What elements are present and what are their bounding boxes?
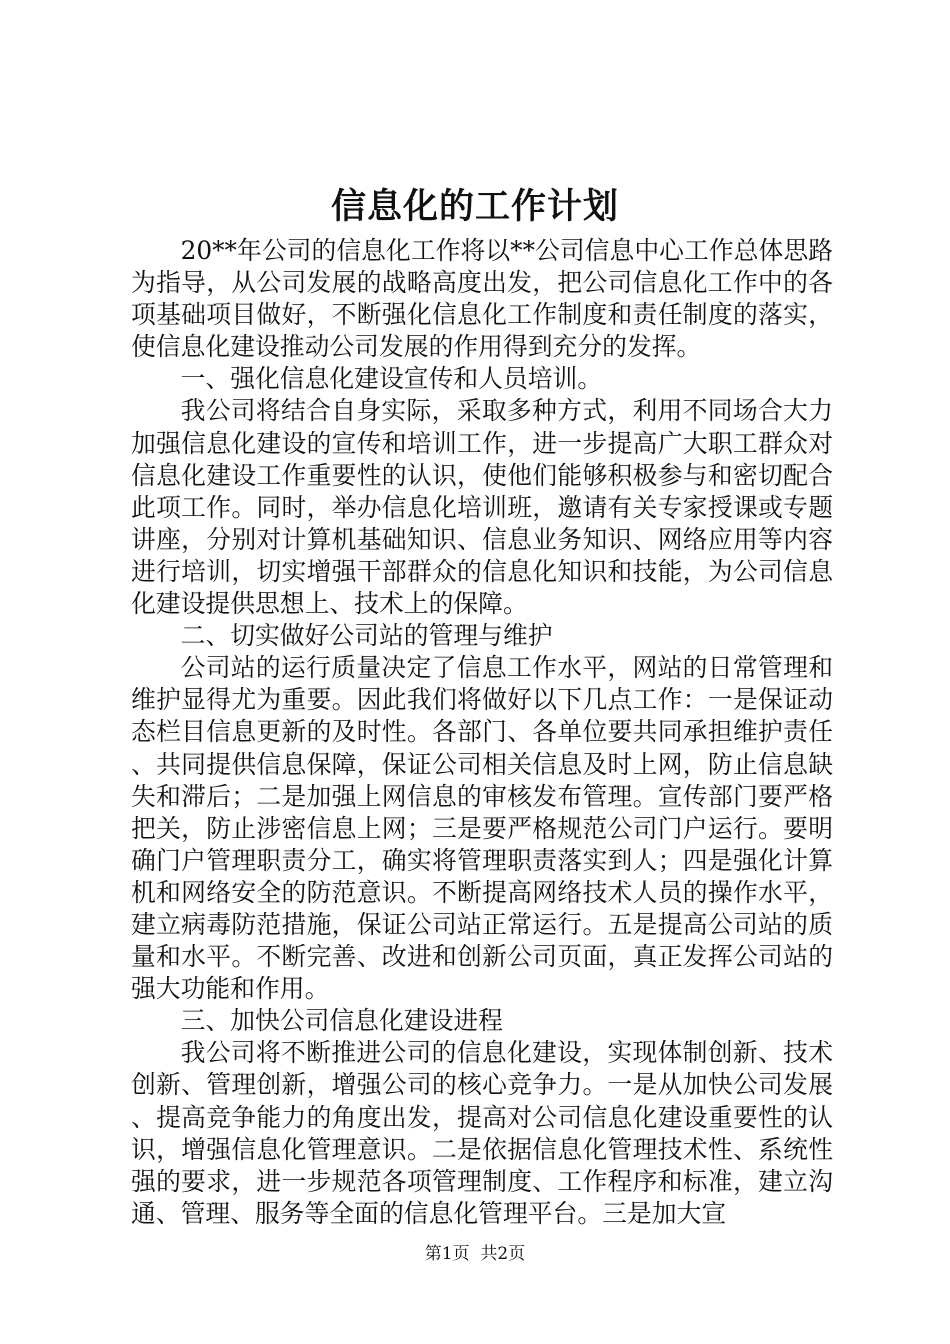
section-heading-2: 二、切实做好公司站的管理与维护 xyxy=(180,621,553,651)
section-heading-1: 一、强化信息化建设宣传和人员培训。 xyxy=(180,364,603,394)
section-paragraph-3: 我公司将不断推进公司的信息化建设，实现体制创新、技术创新、管理创新，增强公司的核心竞争力。一是从加快公司发展、提高竞争能力的角度出发，提高对公司信息化建设重要性的认识，增强信息化管理意识。二是依据信息化管理技术性、系统性强的要求，进一步规范各项管理制度、工作程序和标准，建立沟通、管理、服务等全面的信息化管理平台。三是加大宣 xyxy=(131,1038,833,1228)
document-body xyxy=(131,235,833,1230)
intro-paragraph: 20**年公司的信息化工作将以**公司信息中心工作总体思路为指导，从公司发展的战略高度出发，把公司信息化工作中的各项基础项目做好，不断强化信息化工作制度和责任制度的落实，使信息化建设推动公司发展的作用得到充分的发挥。 xyxy=(131,236,833,362)
section-paragraph-2: 公司站的运行质量决定了信息工作水平，网站的日常管理和维护显得尤为重要。因此我们将做好以下几点工作：一是保证动态栏目信息更新的及时性。各部门、各单位要共同承担维护责任、共同提供信息保障，保证公司相关信息及时上网，防止信息缺失和滞后；二是加强上网信息的审核发布管理。宣传部门要严格把关，防止涉密信息上网；三是要严格规范公司门户运行。要明确门户管理职责分工，确实将管理职责落实到人；四是强化计算机和网络安全的防范意识。不断提高网络技术人员的操作水平，建立病毒防范措施，保证公司站正常运行。五是提高公司站的质量和水平。不断完善、改进和创新公司页面，真正发挥公司站的强大功能和作用。 xyxy=(131,653,833,1004)
section-paragraph-1: 我公司将结合自身实际，采取多种方式，利用不同场合大力加强信息化建设的宣传和培训工作，进一步提高广大职工群众对信息化建设工作重要性的认识，使他们能够积极参与和密切配合此项工作。同时，举办信息化培训班，邀请有关专家授课或专题讲座，分别对计算机基础知识、信息业务知识、网络应用等内容进行培训，切实增强干部群众的信息化知识和技能，为公司信息化建设提供思想上、技术上的保障。 xyxy=(131,396,833,619)
section-heading-3: 三、加快公司信息化建设进程 xyxy=(180,1006,503,1036)
page-footer: 第1页 共2页 xyxy=(424,1244,526,1264)
document-title: 信息化的工作计划 xyxy=(330,186,619,227)
